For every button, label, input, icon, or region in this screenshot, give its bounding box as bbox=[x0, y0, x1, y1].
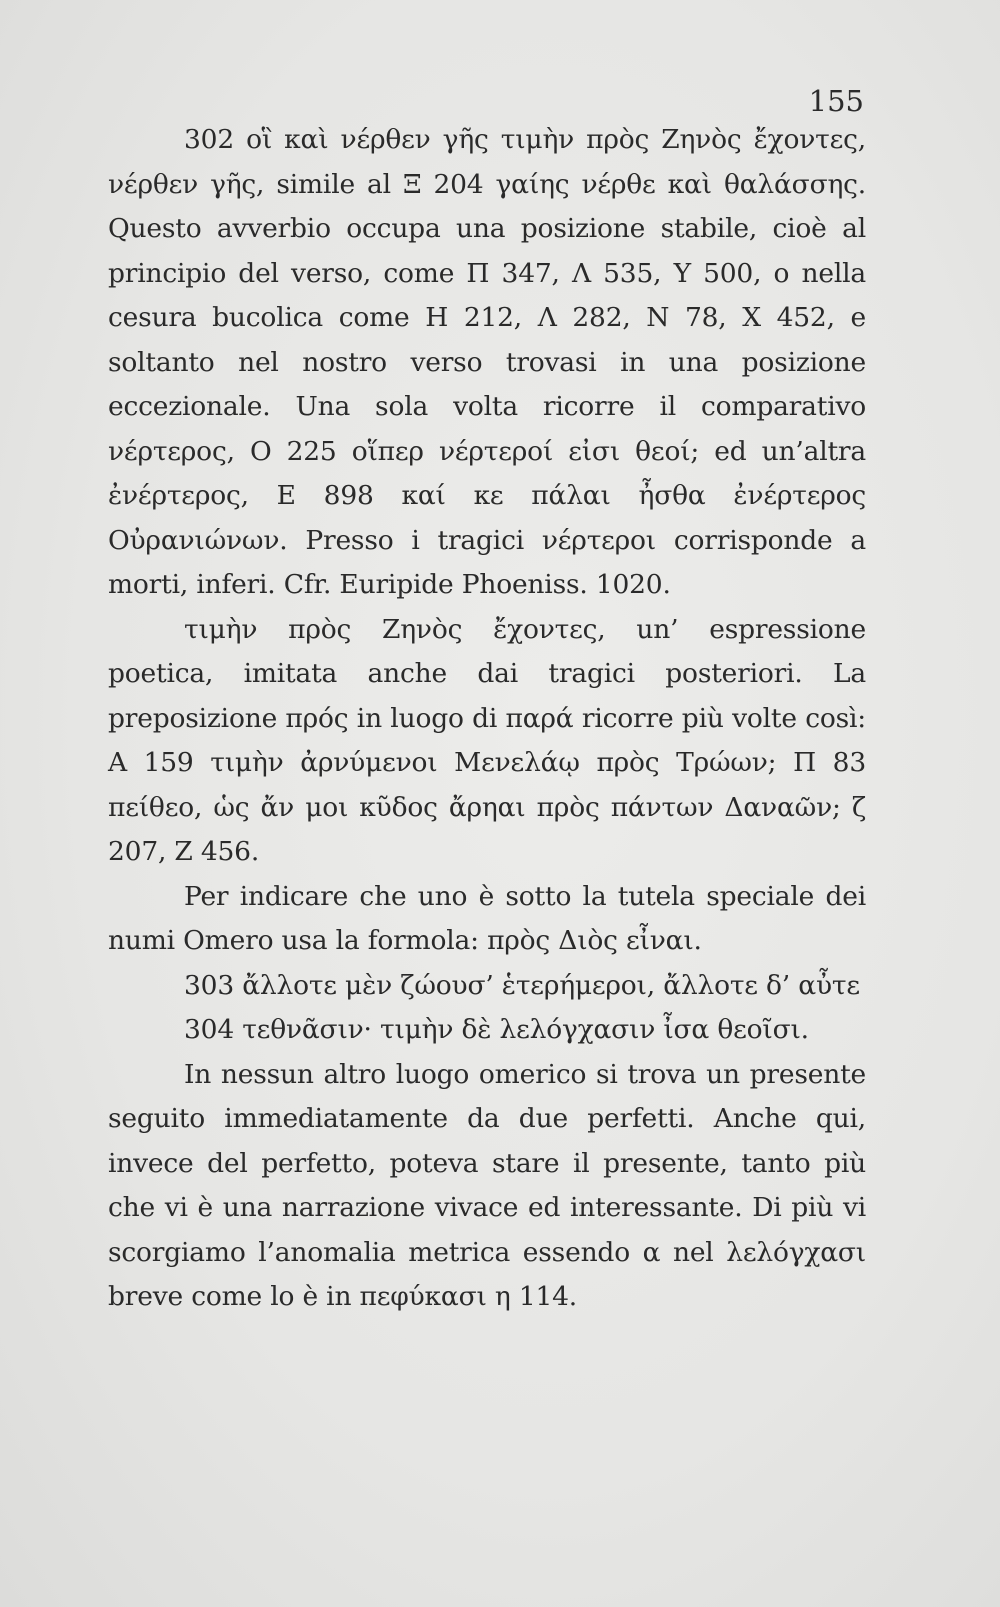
verse-line-304: 304 τεθνᾶσιν· τιμὴν δὲ λελόγχασιν ἶσα θεοῖσι. bbox=[184, 1014, 809, 1045]
page-number: 155 bbox=[808, 84, 864, 118]
verse-line-303: 303 ἄλλοτε μὲν ζώουσ’ ἑτερήμεροι, ἄλλοτε δ’ αὖτε bbox=[184, 969, 860, 1001]
page-body bbox=[108, 118, 866, 1320]
commentary-paragraph-timen: τιμὴν πρὸς Ζηνὸς ἔχοντες, un’ espressione poetica, imitata anche dai tragici posteriori. La preposizione πρός in luogo di παρά ricorre più volte così: Α 159 τιμὴν ἀρνύμενοι Μενελάῳ πρὸς Τρώων; Π 83 πείθεο, ὡς ἄν μοι κῦδος ἄρηαι πρὸς πάντων Δαναῶν; ζ 207, Ζ 456. bbox=[108, 613, 866, 867]
commentary-paragraph-perfects: In nessun altro luogo omerico si trova un presente seguito immediatamente da due perfetti. Anche qui, invece del perfetto, poteva stare il presente, tanto più che vi è una narrazione vivace ed interessante. Di più vi scorgiamo l’anomalia metrica essendo α nel λελόγχασι breve come lo è in πεφύκασι η 114. bbox=[108, 1058, 866, 1312]
commentary-paragraph-formula: Per indicare che uno è sotto la tutela speciale dei numi Omero usa la formola: πρὸς Διὸς εἶναι. bbox=[108, 880, 866, 956]
commentary-paragraph-302: 302 οἳ καὶ νέρθεν γῆς τιμὴν πρὸς Ζηνὸς ἔχοντες, νέρθεν γῆς, simile al Ξ 204 γαίης νέρθε καὶ θαλάσσης. Questo avverbio occupa una posizione stabile, cioè al principio del verso, come Π 347, Λ 535, Υ 500, o nella cesura bucolica come Η 212, Λ 282, Ν 78, Χ 452, e soltanto nel nostro verso trovasi in una posizione eccezionale. Una sola volta ricorre il comparativo νέρτερος, Ο 225 οἵπερ νέρτεροί εἰσι θεοί; ed un’altra ἐνέρτερος, Ε 898 καί κε πάλαι ἦσθα ἐνέρτερος Οὐρανιώνων. Presso i tragici νέρτεροι corrisponde a morti, inferi. Cfr. Euripide Phoeniss. 1020. bbox=[108, 124, 866, 600]
